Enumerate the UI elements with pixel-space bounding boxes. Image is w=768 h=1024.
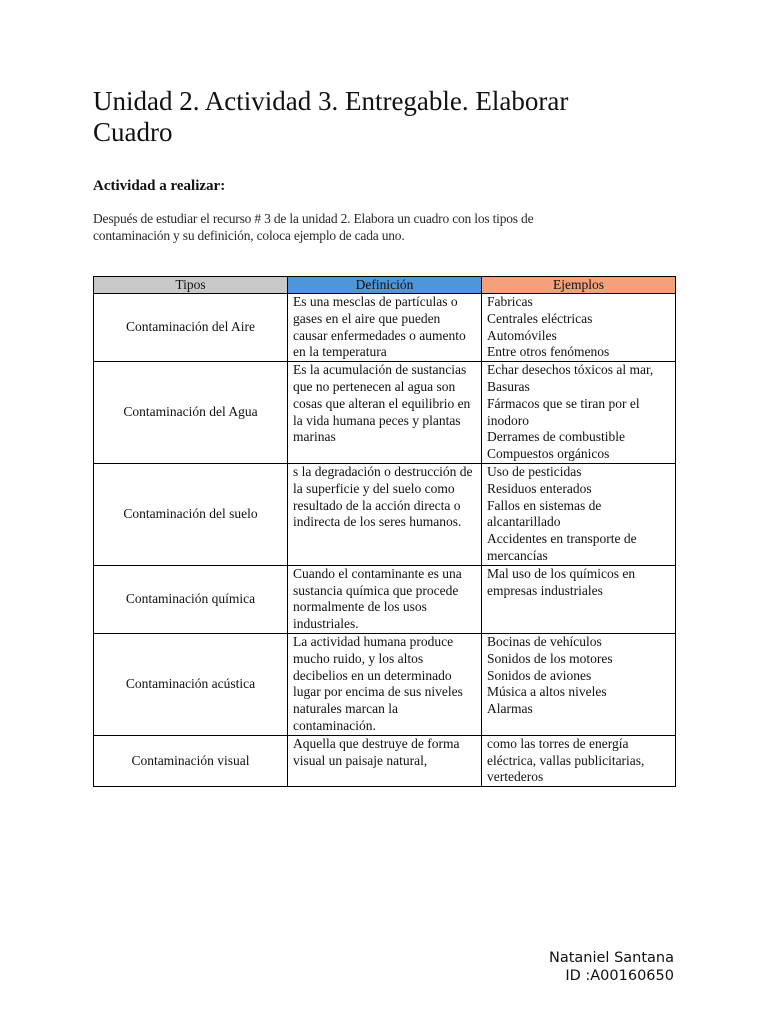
tipo-cell: Contaminación del Aire — [94, 294, 288, 362]
author-footer — [549, 949, 674, 985]
instructions-text: Después de estudiar el recurso # 3 de la unidad 2. Elabora un cuadro con los tipos de contaminación y su definición, coloca ejemplo de cada uno. — [93, 211, 534, 243]
definicion-cell: Es una mesclas de partículas o gases en el aire que pueden causar enfermedades o aumento en la temperatura — [288, 294, 482, 362]
ejemplo-item: Automóviles — [487, 327, 557, 343]
tipo-cell: Contaminación acústica — [94, 633, 288, 735]
ejemplo-item: Derrames de combustible — [487, 429, 625, 445]
ejemplo-item: Residuos enterados — [487, 480, 592, 496]
author-id: ID :A00160650 — [565, 968, 674, 984]
ejemplo-item: Compuestos orgánicos — [487, 446, 610, 462]
table-row — [94, 565, 676, 633]
section-subtitle: Actividad a realizar: — [93, 178, 226, 194]
tipo-cell: Contaminación química — [94, 565, 288, 633]
table-row — [94, 735, 676, 786]
table-row — [94, 463, 676, 565]
document-title: Unidad 2. Actividad 3. Entregable. Elaborar Cuadro — [93, 86, 569, 147]
definicion-cell: Aquella que destruye de forma visual un paisaje natural, — [288, 735, 482, 786]
ejemplo-item: Accidentes en transporte de mercancías — [487, 531, 637, 563]
ejemplos-cell — [482, 633, 676, 735]
ejemplo-item: Entre otros fenómenos — [487, 344, 610, 360]
ejemplo-item: Mal uso de los químicos en empresas industriales — [487, 565, 636, 598]
ejemplo-item: Fármacos que se tiran por el inodoro — [487, 395, 640, 428]
definicion-cell: Es la acumulación de sustancias que no pertenecen al agua son cosas que alteran el equilibrio en la vida humana peces y plantas marinas — [288, 362, 482, 464]
ejemplos-cell — [482, 362, 676, 464]
ejemplo-item: Sonidos de aviones — [487, 667, 592, 683]
tipo-cell: Contaminación del Agua — [94, 362, 288, 464]
definicion-cell: s la degradación o destrucción de la superficie y del suelo como resultado de la acción directa o indirecta de los seres humanos. — [288, 463, 482, 565]
author-name: Nataniel Santana — [548, 950, 674, 966]
ejemplo-item: Alarmas — [487, 701, 533, 717]
ejemplos-cell — [482, 463, 676, 565]
tipo-cell: Contaminación visual — [94, 735, 288, 786]
table-row — [94, 633, 676, 735]
ejemplos-cell — [482, 565, 676, 633]
header-definicion: Definición — [288, 277, 482, 294]
ejemplo-item: Centrales eléctricas — [487, 310, 593, 326]
ejemplo-item: Bocinas de vehículos — [487, 633, 602, 649]
ejemplo-item: como las torres de energía eléctrica, vallas publicitarias, vertederos — [487, 735, 645, 785]
ejemplo-item: Sonidos de los motores — [487, 650, 613, 666]
tipo-cell: Contaminación del suelo — [94, 463, 288, 565]
ejemplo-item: Música a altos niveles — [487, 684, 607, 700]
table-row — [94, 294, 676, 362]
definicion-cell: La actividad humana produce mucho ruido, y los altos decibelios en un determinado lugar por encima de sus niveles naturales marcan la contaminación. — [288, 633, 482, 735]
ejemplos-cell — [482, 294, 676, 362]
header-ejemplos: Ejemplos — [482, 277, 676, 294]
ejemplos-cell — [482, 735, 676, 786]
table-row — [94, 362, 676, 464]
header-tipos: Tipos — [94, 277, 288, 294]
ejemplo-item: Uso de pesticidas — [487, 463, 582, 479]
definicion-cell: Cuando el contaminante es una sustancia química que procede normalmente de los usos industriales. — [288, 565, 482, 633]
contamination-table — [93, 276, 676, 787]
ejemplo-item: Fallos en sistemas de alcantarillado — [487, 497, 602, 530]
ejemplo-item: Echar desechos tóxicos al mar, Basuras — [487, 362, 654, 394]
ejemplo-item: Fabricas — [487, 294, 533, 309]
table-header-row — [94, 277, 676, 294]
